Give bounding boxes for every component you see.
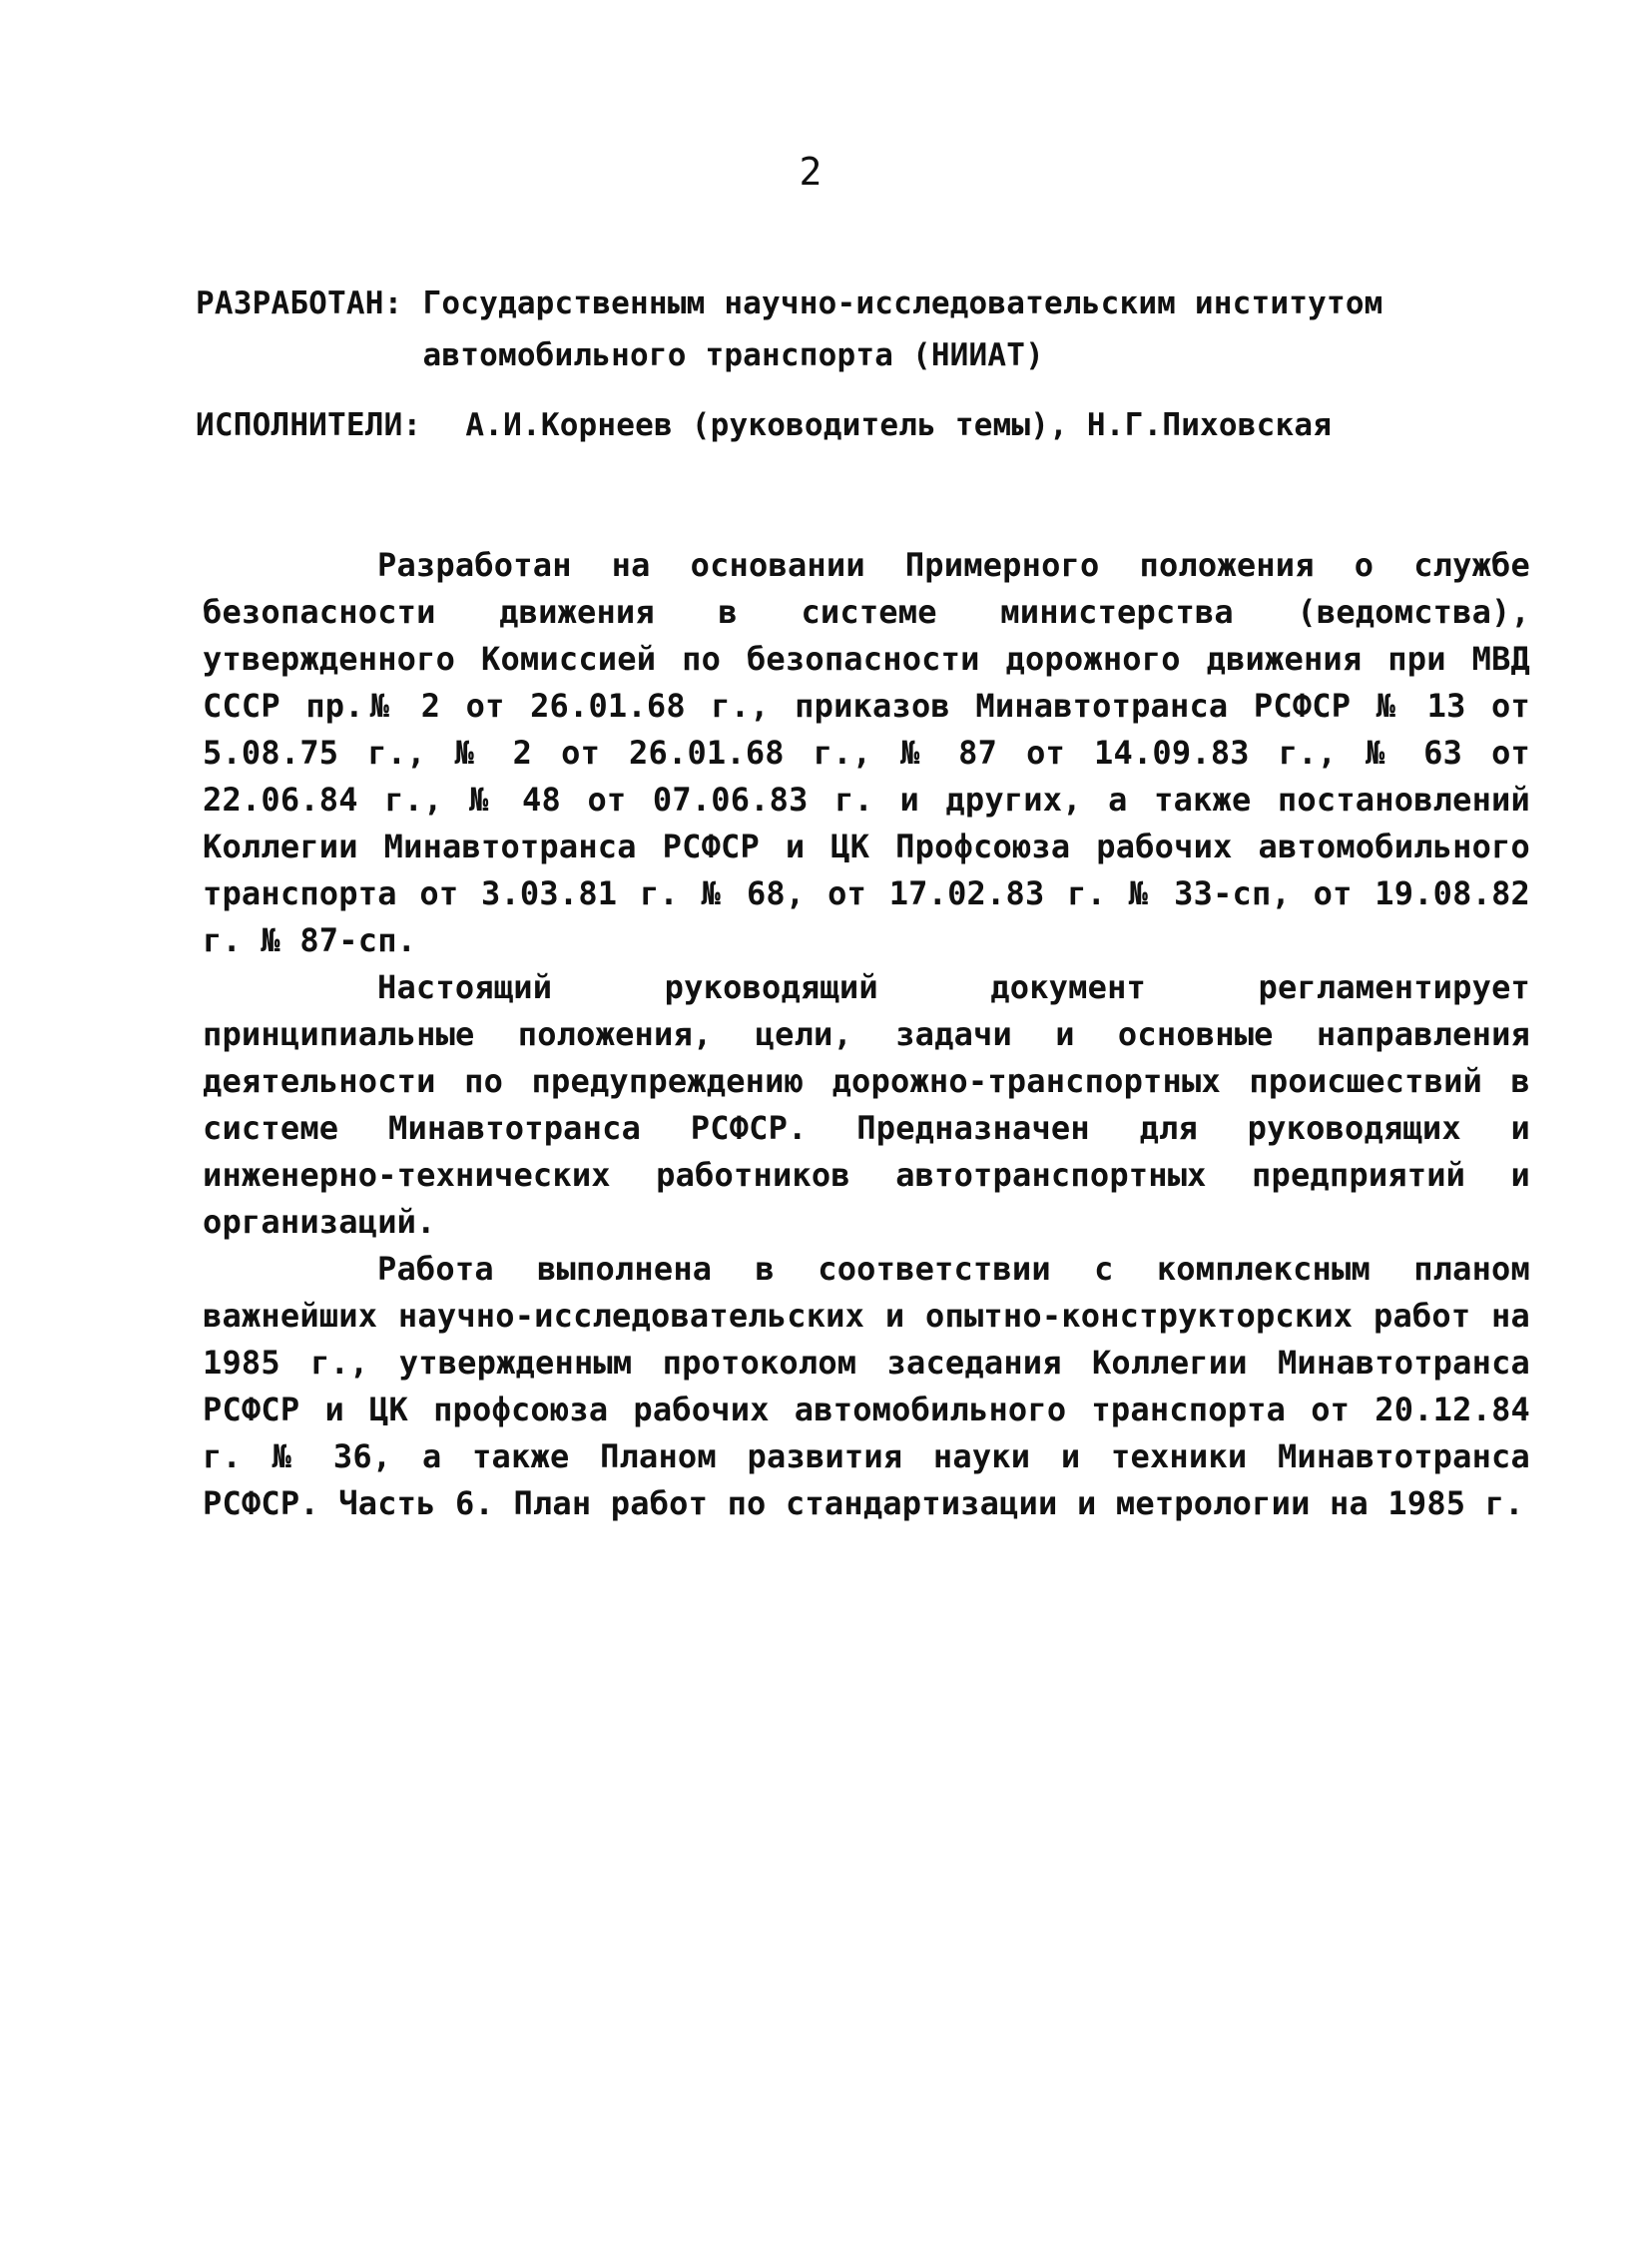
authors-label: ИСПОЛНИТЕЛИ: xyxy=(196,407,422,443)
paragraph-purpose: Настоящий руководящий документ регламентирует принципиальные положения, цели, задачи и основные направления деятельности по предупреждению дорожно-транспортных происшествий в системе Минавтотранса РСФСР. Предназначен для руководящих и инженерно-технических работников автотранспортных предприятий и организаций. xyxy=(203,968,1530,1241)
authors-row xyxy=(196,399,1523,451)
developed-by-row xyxy=(196,278,1523,381)
credits-block xyxy=(196,278,1523,469)
paragraph-plan: Работа выполнена в соответствии с комплексным планом важнейших научно-исследовательских и опытно-конструкторских работ на 1985 г., утвержденным протоколом заседания Коллегии Минавтотранса РСФСР и ЦК профсоюза рабочих автомобильного транспорта от 20.12.84 г. № 36, а также Планом развития науки и техники Минавтотранса РСФСР. Часть 6. План работ по стандартизации и метрологии на 1985 г. xyxy=(203,1250,1530,1522)
body-text xyxy=(203,542,1530,1527)
developed-by-label: РАЗРАБОТАН: xyxy=(196,285,403,321)
page-number: 2 xyxy=(799,150,824,194)
developed-by-value: Государственным научно-исследовательским институтом автомобильного транспорта (НИИАТ) xyxy=(422,285,1383,373)
paragraph-basis: Разработан на основании Примерного положения о службе безопасности движения в системе министерства (ведомства), утвержденного Комиссией по безопасности дорожного движения при МВД СССР пр.№ 2 от 26.01.68 г., приказов Минавтотранса РСФСР № 13 от 5.08.75 г., № 2 от 26.01.68 г., № 87 от 14.09.83 г., № 63 от 22.06.84 г., № 48 от 07.06.83 г. и других, а также постановлений Коллегии Минавтотранса РСФСР и ЦК Профсоюза рабочих автомобильного транспорта от 3.03.81 г. № 68, от 17.02.83 г. № 33-сп, от 19.08.82 г. № 87-сп. xyxy=(203,546,1530,959)
authors-value: А.И.Корнеев (руководитель темы), Н.Г.Пиховская xyxy=(465,407,1333,443)
